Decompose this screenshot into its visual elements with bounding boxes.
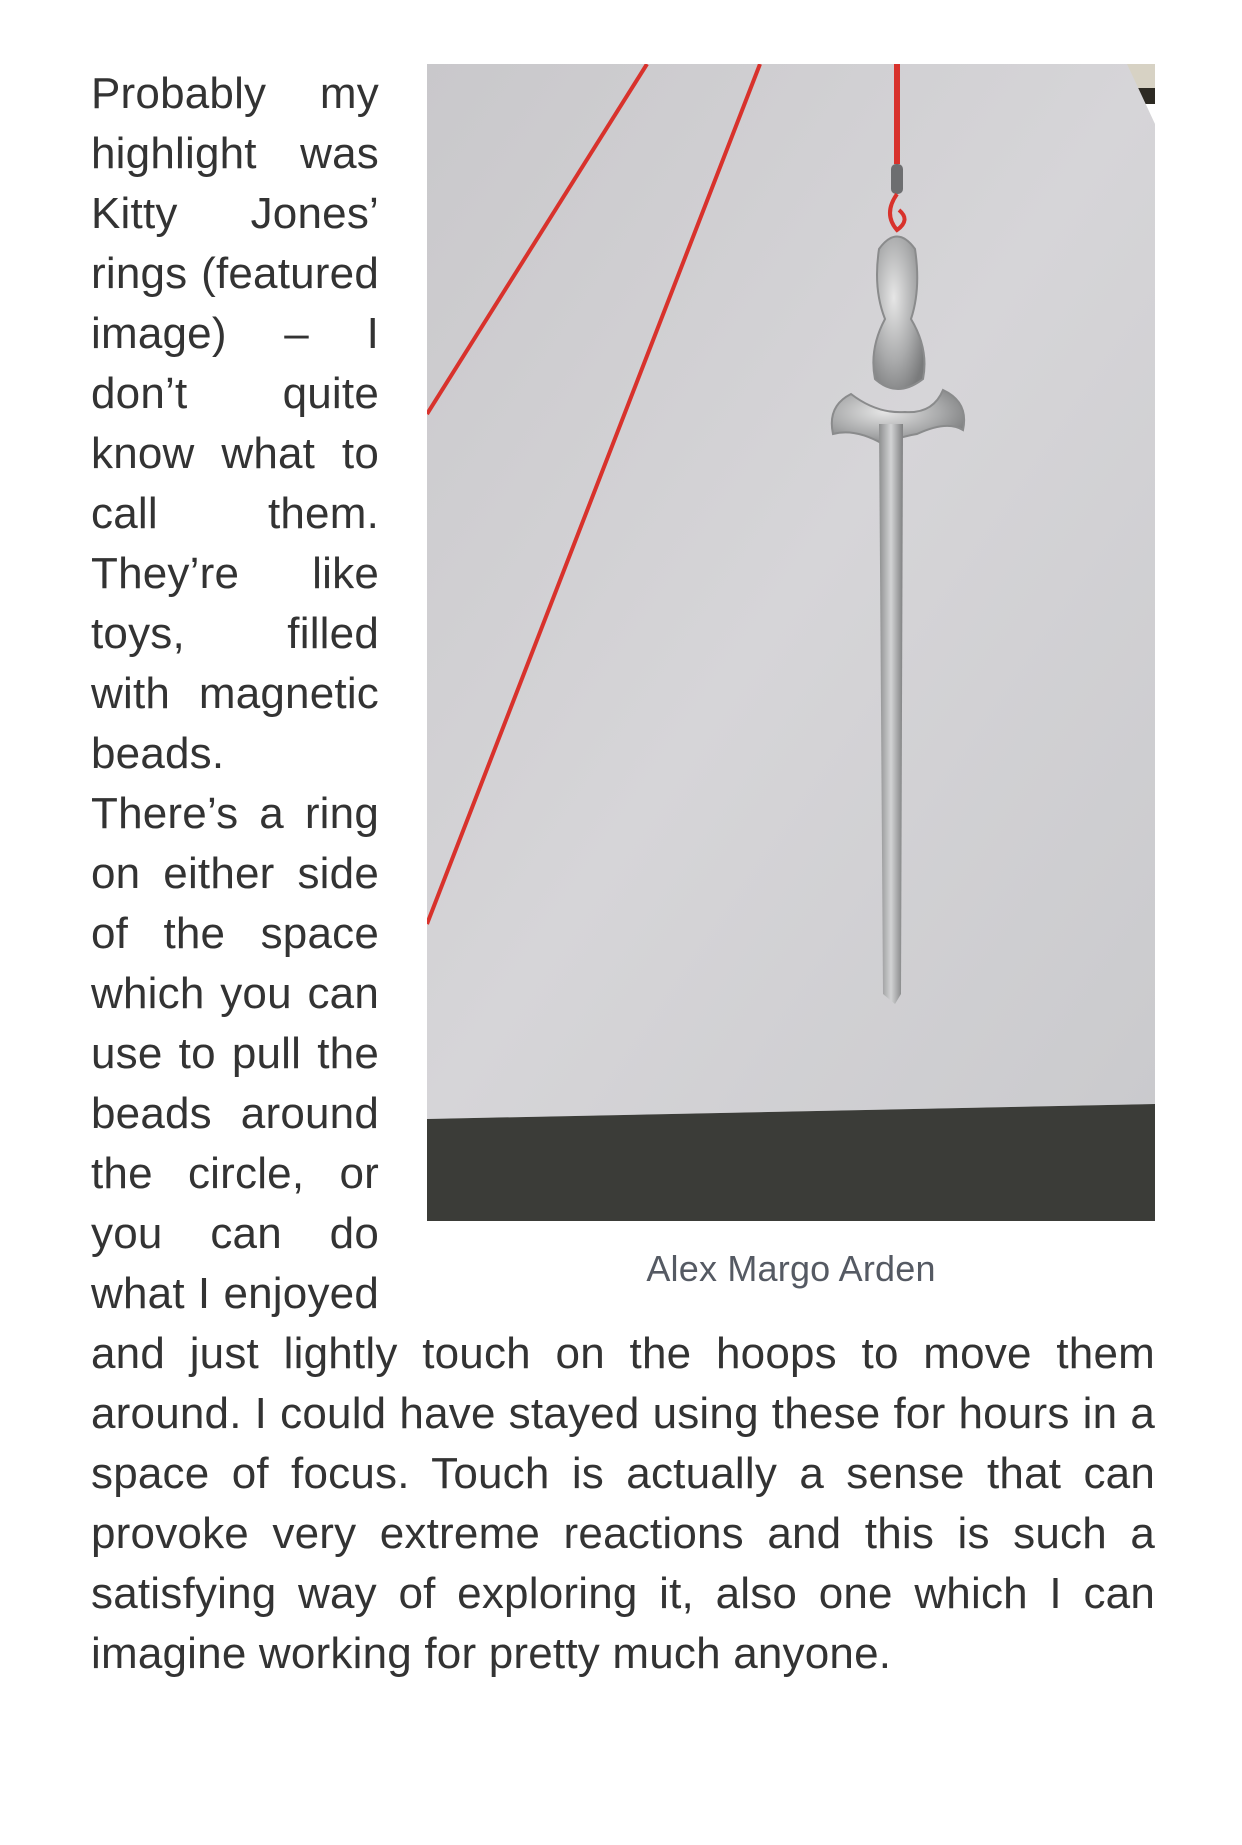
figure-caption: Alex Margo Arden xyxy=(646,1248,936,1289)
hanging-sword-photo xyxy=(427,64,1155,1221)
featured-figure xyxy=(427,64,1155,1291)
article-paragraph: Probably my highlight was Kitty Jones’ rings (featured image) – I don’t quite know what to call them. They’re like toys, filled with magnetic beads. There’s a ring on either side of the space which you can use to pull the beads around the circle, or you can do what I enjoyed and just lightly touch on the hoops to move them around. I could have stayed using these for hours in a space of focus. Touch is actually a sense that can provoke very extreme reactions and this is such a satisfying way of exploring it, also one which I can imagine working for pretty much anyone. xyxy=(91,69,1155,1678)
article-body xyxy=(91,64,1155,1684)
